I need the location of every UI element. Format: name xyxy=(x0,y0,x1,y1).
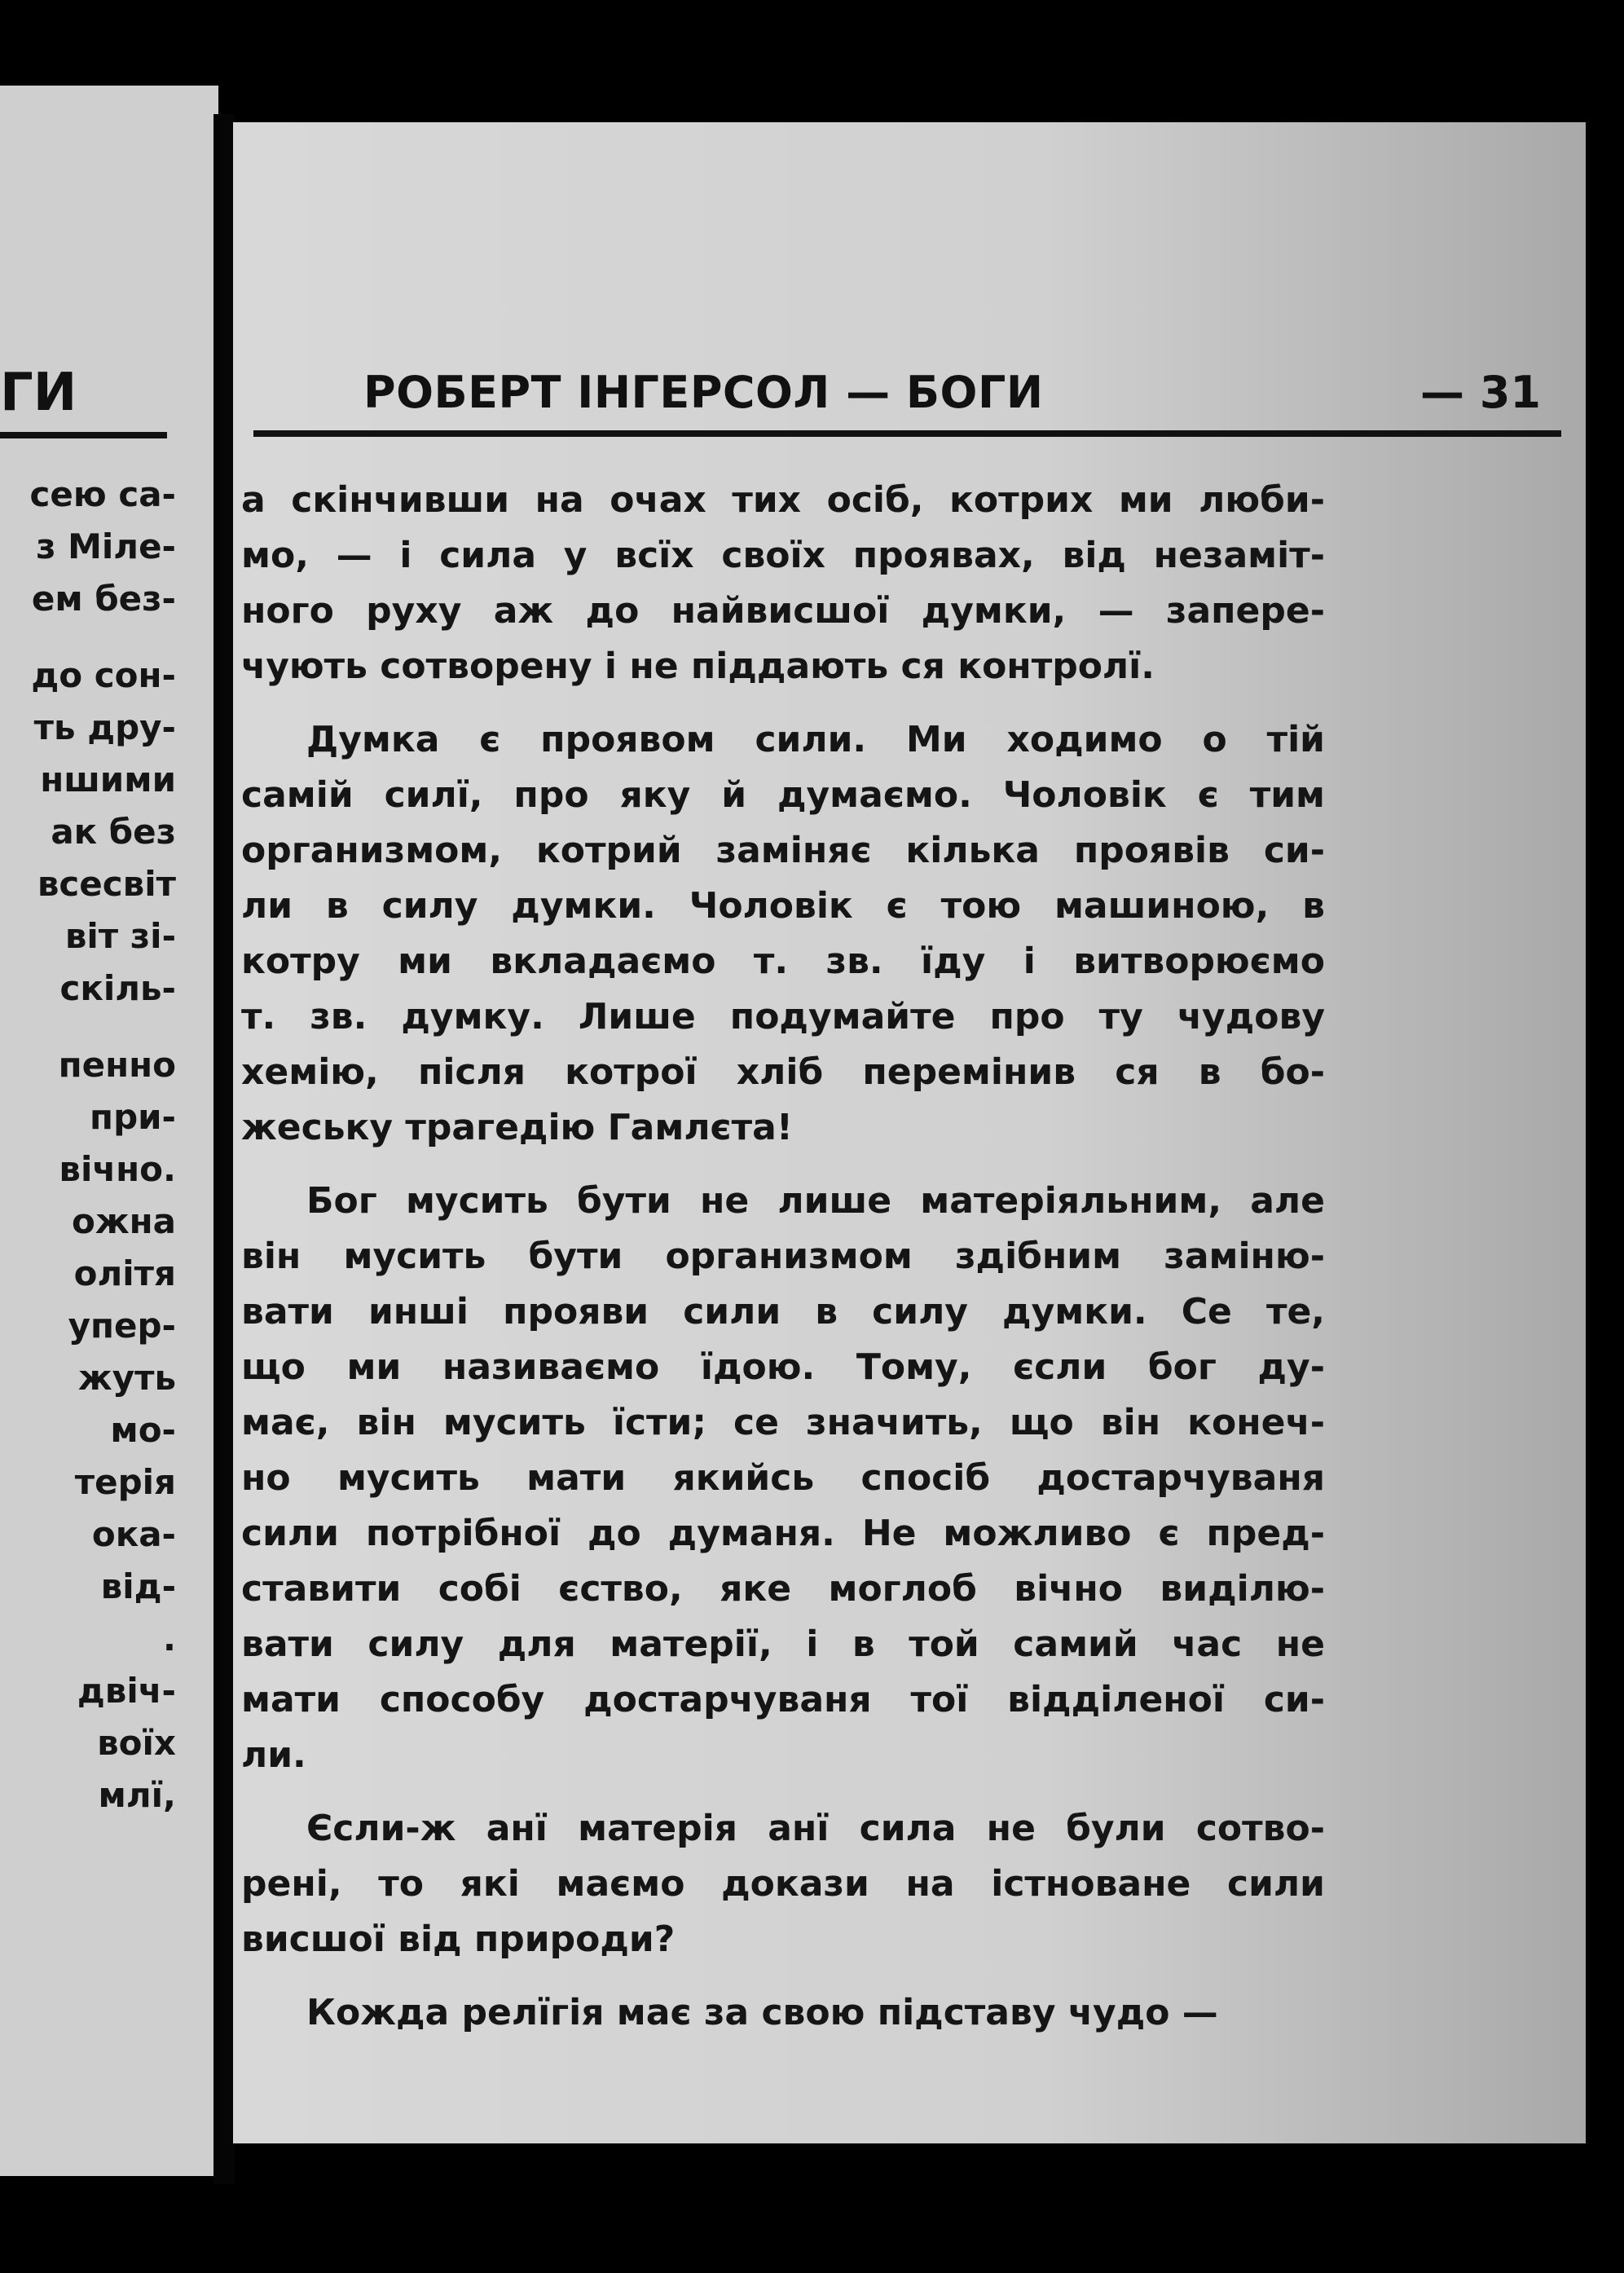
paragraph xyxy=(241,1801,1325,1967)
text-line: Бог мусить бути не лише матеріяльним, але xyxy=(306,1180,1325,1222)
header-rule xyxy=(253,430,1561,437)
previous-page-line: ожна xyxy=(71,1201,176,1241)
previous-page-header-rule xyxy=(0,432,167,438)
previous-page-line: млї, xyxy=(98,1775,176,1815)
previous-page-line: сею са- xyxy=(29,474,176,514)
paragraph xyxy=(241,473,1325,694)
previous-page-line: при- xyxy=(90,1097,176,1137)
text-line: сили потрібної до думаня. Не можливо є пред- xyxy=(241,1513,1325,1554)
text-line: но мусить мати якийсь спосіб достарчуваня xyxy=(241,1457,1325,1499)
previous-page-line: вічно. xyxy=(59,1149,176,1189)
previous-page-line: двіч- xyxy=(77,1671,176,1711)
previous-page-line: жуть xyxy=(77,1358,176,1398)
paragraph-gap xyxy=(241,694,1325,712)
text-line: має, він мусить їсти; се значить, що він конеч- xyxy=(241,1402,1325,1443)
text-line: организмом, котрий заміняє кілька проявів си- xyxy=(241,830,1325,871)
paragraph xyxy=(241,712,1325,1156)
text-line: жеську трагедію Гамлєта! xyxy=(241,1107,793,1148)
text-line: висшої від природи? xyxy=(241,1918,676,1960)
previous-page-line: до сон- xyxy=(31,655,176,695)
page-number: — 31 xyxy=(1420,367,1541,418)
text-line: Кожда релїгія має за свою підставу чудо — xyxy=(306,1992,1218,2033)
previous-page-line: олітя xyxy=(73,1253,176,1293)
previous-page-line: ть дру- xyxy=(33,707,176,747)
previous-page-line: ншими xyxy=(40,760,176,800)
running-header xyxy=(363,367,1541,432)
previous-page-line: воїх xyxy=(97,1723,176,1763)
previous-page-strip xyxy=(0,86,218,2176)
previous-page-line: ак без xyxy=(51,812,176,852)
previous-page-title-fragment: ГИ xyxy=(0,363,77,423)
paragraph-gap xyxy=(241,1967,1325,1985)
previous-page-line: упер- xyxy=(68,1306,176,1346)
body-text xyxy=(241,473,1325,2041)
previous-page-line: . xyxy=(163,1619,176,1658)
text-line: самій силї, про яку й думаємо. Чоловік є тим xyxy=(241,774,1325,816)
text-line: ставити собі єство, яке моглоб вічно виділю- xyxy=(241,1568,1325,1610)
text-line: рені, то які маємо докази на істноване сили xyxy=(241,1863,1325,1905)
paragraph-gap xyxy=(241,1156,1325,1174)
previous-page-line: мо- xyxy=(110,1410,176,1450)
previous-page-line xyxy=(29,625,176,650)
text-line: Думка є проявом сили. Ми ходимо о тій xyxy=(306,719,1325,760)
paragraph xyxy=(241,1174,1325,1783)
previous-page-line: пенно xyxy=(58,1045,176,1085)
text-line: мо, — і сила у всїх своїх проявах, від незаміт- xyxy=(241,535,1325,576)
previous-page-line: від- xyxy=(100,1566,176,1606)
text-line: ли. xyxy=(241,1734,306,1776)
text-line: ного руху аж до найвисшої думки, — запере- xyxy=(241,590,1325,632)
paragraph xyxy=(241,1985,1325,2041)
previous-page-line: ока- xyxy=(91,1514,176,1554)
text-line: ли в силу думки. Чоловік є тою машиною, в xyxy=(241,885,1325,927)
text-line: вати силу для матерії, і в той самий час не xyxy=(241,1623,1325,1665)
paragraph-gap xyxy=(241,1783,1325,1801)
previous-page-line xyxy=(29,1015,176,1039)
text-line: що ми називаємо їдою. Тому, єсли бог ду- xyxy=(241,1346,1325,1388)
text-line: чують сотворену і не піддають ся контролї. xyxy=(241,645,1155,687)
previous-page-line: віт зі- xyxy=(64,916,176,956)
text-line: котру ми вкладаємо т. зв. їду і витворюємо xyxy=(241,940,1325,982)
previous-page-line: з Міле- xyxy=(36,526,176,566)
previous-page-line: скіль- xyxy=(59,968,176,1008)
book-spine-gutter xyxy=(213,114,235,2184)
text-line: а скінчивши на очах тих осіб, котрих ми люби- xyxy=(241,479,1325,521)
book-page xyxy=(233,122,1586,2143)
text-line: хемію, після котрої хліб перемінив ся в бо- xyxy=(241,1051,1325,1093)
text-line: мати способу достарчуваня тої відділеної си- xyxy=(241,1679,1325,1720)
previous-page-line: всесвіт xyxy=(37,864,176,904)
previous-page-line: ем без- xyxy=(31,579,176,619)
text-line: Єсли-ж анї матерія анї сила не були сотво- xyxy=(306,1808,1325,1849)
previous-page-text xyxy=(29,469,176,1821)
text-line: він мусить бути организмом здібним заміню- xyxy=(241,1236,1325,1277)
previous-page-line: терія xyxy=(74,1462,176,1502)
text-line: вати инші прояви сили в силу думки. Се те, xyxy=(241,1291,1325,1333)
running-title: РОБЕРТ ІНГЕРСОЛ — БОГИ xyxy=(363,367,1044,418)
text-line: т. зв. думку. Лише подумайте про ту чудову xyxy=(241,996,1325,1037)
